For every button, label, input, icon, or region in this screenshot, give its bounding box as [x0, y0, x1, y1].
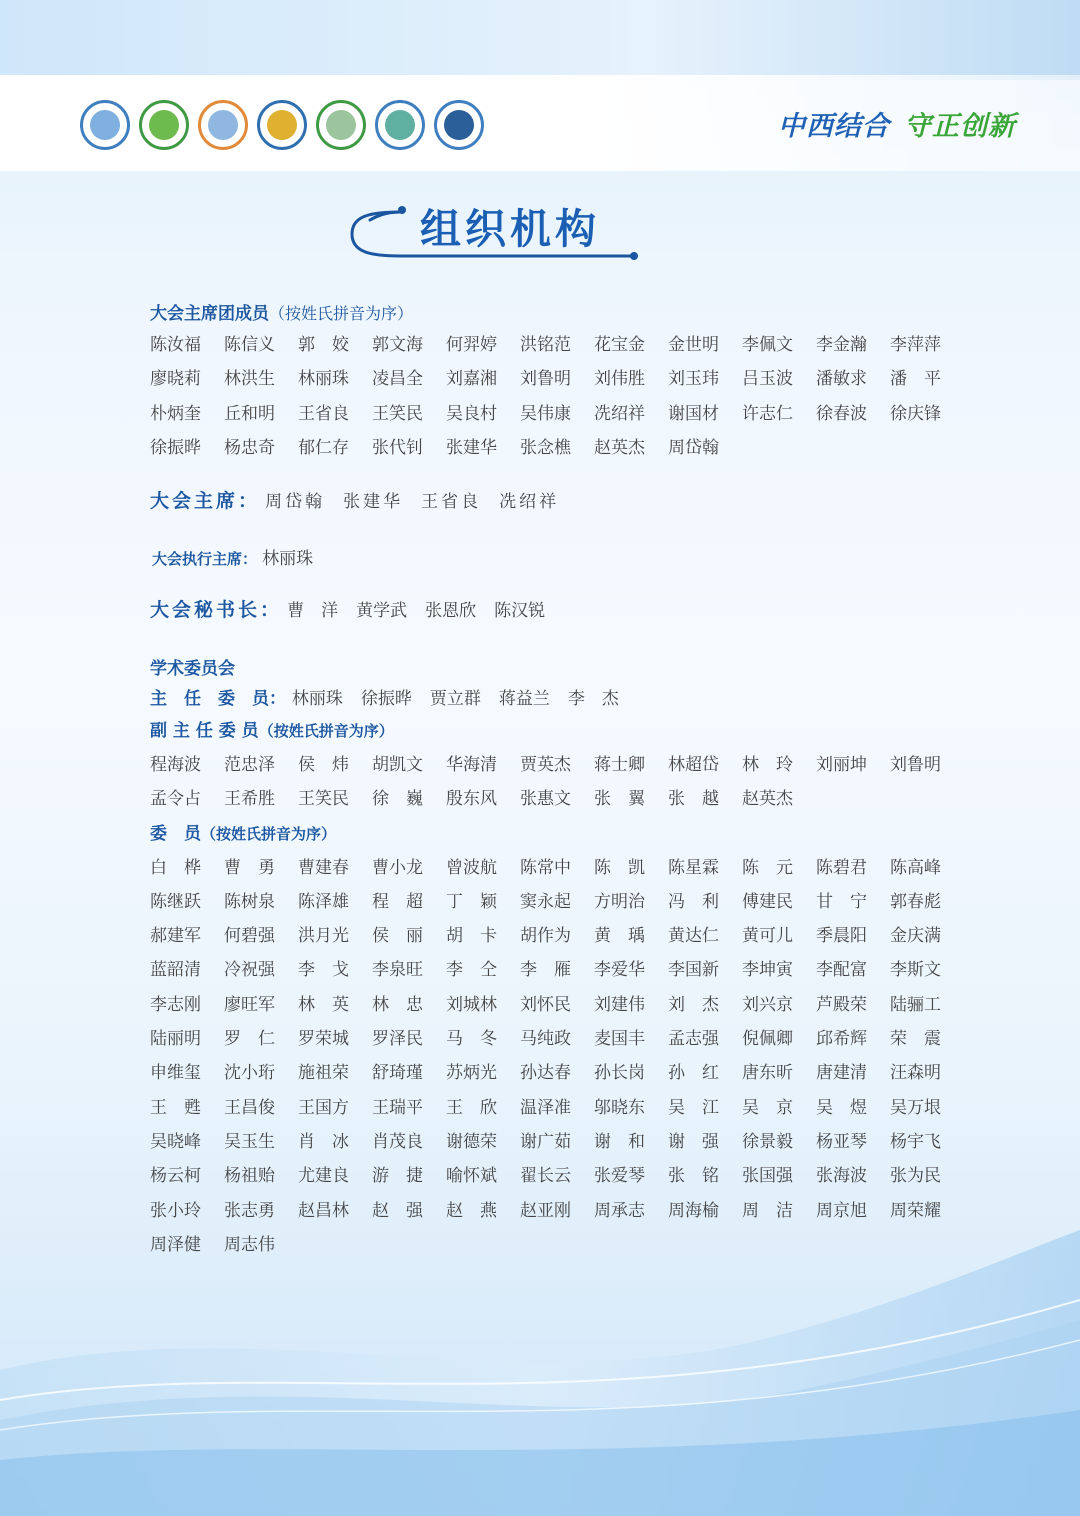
- name-item: 施祖荣: [298, 1063, 349, 1084]
- name-item: 吴玉生: [224, 1131, 275, 1152]
- name-item: 冯 利: [668, 891, 719, 912]
- name-item: 窦永起: [520, 891, 571, 912]
- name-item: 花宝金: [594, 335, 645, 355]
- name-item: 刘建伟: [594, 994, 645, 1015]
- slogan-part1: 中西结合: [778, 111, 890, 142]
- name-item: 张小玲: [150, 1200, 201, 1221]
- name-item: 方明治: [594, 891, 645, 912]
- top-background: [0, 0, 1080, 80]
- name-item: 曹建春: [298, 857, 349, 878]
- name-item: 温泽准: [520, 1097, 571, 1118]
- name-item: 荣 震: [890, 1029, 941, 1050]
- name-item: 郭春彪: [890, 891, 941, 912]
- name-item: 林超岱: [668, 755, 719, 775]
- name-item: 张念樵: [520, 437, 571, 458]
- name-item: 潘敏求: [816, 369, 867, 390]
- name-item: 洪月光: [298, 926, 349, 947]
- name-item: 尤建良: [298, 1166, 349, 1187]
- name-item: 李爱华: [594, 960, 645, 981]
- name-item: 陈碧君: [816, 857, 867, 878]
- logo-row: [80, 100, 484, 150]
- name-item: 刘城林: [446, 994, 497, 1015]
- name-item: 林丽珠: [298, 369, 349, 390]
- slogan-part2: 守正创新: [904, 111, 1016, 142]
- name-item: 周泽健: [150, 1234, 201, 1255]
- name-item: 黄 瑀: [594, 926, 645, 947]
- name-item: 王笑民: [372, 403, 423, 424]
- name-item: 李国新: [668, 960, 719, 981]
- name-item: 吴 京: [742, 1097, 793, 1118]
- name-item: 郝建军: [150, 926, 201, 947]
- name-item: 陆骊工: [890, 994, 941, 1015]
- name-item: 周岱翰: [265, 492, 326, 512]
- name-item: 刘嘉湘: [446, 369, 497, 390]
- name-item: 刘丽坤: [816, 755, 867, 775]
- chair-name-list: [265, 492, 577, 512]
- name-item: 赵 燕: [446, 1200, 497, 1221]
- name-item: 季晨阳: [816, 926, 867, 947]
- name-item: 孙达春: [520, 1063, 571, 1084]
- presidium-heading: [150, 300, 970, 328]
- name-item: 林 英: [298, 994, 349, 1015]
- name-item: 李萍萍: [890, 335, 941, 355]
- name-item: 程 超: [372, 891, 423, 912]
- name-item: 丘和明: [224, 403, 275, 424]
- name-item: 周荣耀: [890, 1200, 941, 1221]
- name-item: 谢国材: [668, 403, 719, 424]
- director-label: 主 任 委 员：: [150, 689, 286, 709]
- name-item: 黄达仁: [668, 926, 719, 947]
- name-item: 陈信义: [224, 335, 275, 355]
- name-item: 吴晓峰: [150, 1131, 201, 1152]
- name-item: 张国强: [742, 1166, 793, 1187]
- name-item: 马 冬: [446, 1029, 497, 1050]
- name-item: 谢 强: [668, 1131, 719, 1152]
- vice-director-heading: [150, 714, 970, 748]
- secretary-section: [150, 595, 563, 622]
- name-item: 孙长岗: [594, 1063, 645, 1084]
- name-item: 张建华: [343, 492, 404, 512]
- name-item: 殷东风: [446, 789, 497, 810]
- name-item: 陈 凯: [594, 857, 645, 878]
- name-item: 徐景毅: [742, 1131, 793, 1152]
- name-item: 凌昌全: [372, 369, 423, 390]
- name-item: 周海榆: [668, 1200, 719, 1221]
- name-item: 曹小龙: [372, 857, 423, 878]
- name-item: 吴 江: [668, 1097, 719, 1118]
- name-item: 麦国丰: [594, 1029, 645, 1050]
- name-item: 张海波: [816, 1166, 867, 1187]
- name-item: 徐春波: [816, 403, 867, 424]
- name-item: 陈泽雄: [298, 891, 349, 912]
- name-item: 孟志强: [668, 1029, 719, 1050]
- name-item: 朴炳奎: [150, 403, 201, 424]
- name-item: 冷祝强: [224, 960, 275, 981]
- name-item: 刘玉玮: [668, 369, 719, 390]
- name-item: 芦殿荣: [816, 994, 867, 1015]
- name-item: 金世明: [668, 335, 719, 355]
- name-item: 张 越: [668, 789, 719, 810]
- name-item: 郭 姣: [298, 335, 349, 355]
- name-item: 邱希辉: [816, 1029, 867, 1050]
- name-item: 王昌俊: [224, 1097, 275, 1118]
- name-item: 李 仝: [446, 960, 497, 981]
- presidium-name-list: [150, 328, 970, 465]
- name-item: 倪佩卿: [742, 1029, 793, 1050]
- logo-1: [80, 100, 130, 150]
- name-item: 林丽珠: [262, 549, 314, 569]
- name-item: 刘怀民: [520, 994, 571, 1015]
- name-item: 罗荣城: [298, 1029, 349, 1050]
- name-item: 徐庆锋: [890, 403, 941, 424]
- name-item: 张爱琴: [594, 1166, 645, 1187]
- name-item: 唐东昕: [742, 1063, 793, 1084]
- name-item: 王瑞平: [372, 1097, 423, 1118]
- name-item: 赵 强: [372, 1200, 423, 1221]
- name-item: 郁仁存: [298, 437, 349, 458]
- vice-director-name-list: [150, 748, 970, 817]
- name-item: 陈 元: [742, 857, 793, 878]
- name-item: 吴 煜: [816, 1097, 867, 1118]
- name-item: 蓝韶清: [150, 960, 201, 981]
- name-item: 罗泽民: [372, 1029, 423, 1050]
- name-item: 王省良: [298, 403, 349, 424]
- name-item: 罗 仁: [224, 1029, 275, 1050]
- name-item: 吴伟康: [520, 403, 571, 424]
- director-name-list: [292, 689, 637, 709]
- member-note: （按姓氏拼音为序）: [201, 824, 337, 843]
- name-item: 王 甦: [150, 1097, 201, 1118]
- name-item: 李佩文: [742, 335, 793, 355]
- name-item: 舒琦瑾: [372, 1063, 423, 1084]
- name-item: 陈高峰: [890, 857, 941, 878]
- name-item: 谢 和: [594, 1131, 645, 1152]
- logo-5: [316, 100, 366, 150]
- name-item: 蒋益兰: [498, 689, 550, 709]
- name-item: 李 杰: [567, 689, 619, 709]
- name-item: 周京旭: [816, 1200, 867, 1221]
- name-item: 何羿婷: [446, 335, 497, 355]
- name-item: 华海清: [446, 755, 497, 775]
- name-item: 孙 红: [668, 1063, 719, 1084]
- name-item: 张 翼: [594, 789, 645, 810]
- name-item: 李配富: [816, 960, 867, 981]
- presidium-label: 大会主席团成员: [150, 304, 269, 324]
- name-item: 王省良: [421, 492, 482, 512]
- logo-3: [198, 100, 248, 150]
- name-item: 肖 冰: [298, 1131, 349, 1152]
- logo-2: [139, 100, 189, 150]
- name-item: 林丽珠: [291, 689, 343, 709]
- name-item: 王 欣: [446, 1097, 497, 1118]
- name-item: 范忠泽: [224, 755, 275, 775]
- logo-4: [257, 100, 307, 150]
- bottom-wave-decoration: [0, 1140, 1080, 1516]
- name-item: 陆丽明: [150, 1029, 201, 1050]
- name-item: 曹 洋: [287, 601, 339, 621]
- name-item: 林 玲: [742, 755, 793, 775]
- name-item: 黄学武: [356, 601, 408, 621]
- vice-director-note: （按姓氏拼音为序）: [258, 722, 394, 740]
- name-item: 冼绍祥: [594, 403, 645, 424]
- name-item: 赵英杰: [594, 437, 645, 458]
- secretary-label: 大会秘书长：: [150, 599, 283, 621]
- name-item: 何碧强: [224, 926, 275, 947]
- name-item: 刘兴京: [742, 994, 793, 1015]
- name-item: 杨祖贻: [224, 1166, 275, 1187]
- chair-section: [150, 486, 577, 513]
- secretary-name-list: [287, 601, 563, 621]
- name-item: 谢德荣: [446, 1131, 497, 1152]
- academic-heading: 学术委员会: [150, 659, 235, 679]
- name-item: 申维玺: [150, 1063, 201, 1084]
- name-item: 谢广茹: [520, 1131, 571, 1152]
- name-item: 杨亚琴: [816, 1131, 867, 1152]
- name-item: 李斯文: [890, 960, 941, 981]
- name-item: 胡 卡: [446, 926, 497, 947]
- presidium-section: [150, 300, 970, 465]
- name-item: 陈汝福: [150, 335, 201, 355]
- name-item: 杨云柯: [150, 1166, 201, 1187]
- name-item: 周志伟: [224, 1234, 275, 1255]
- name-item: 汪森明: [890, 1063, 941, 1084]
- name-item: 曾波航: [446, 857, 497, 878]
- name-item: 陈常中: [520, 857, 571, 878]
- name-item: 喻怀斌: [446, 1166, 497, 1187]
- logo-7: [434, 100, 484, 150]
- name-item: 胡作为: [520, 926, 571, 947]
- name-item: 周岱翰: [668, 437, 719, 458]
- name-item: 王笑民: [298, 789, 349, 810]
- name-item: 胡凯文: [372, 755, 423, 775]
- name-item: 刘 杰: [668, 994, 719, 1015]
- name-item: 陈星霖: [668, 857, 719, 878]
- name-item: 赵昌林: [298, 1200, 349, 1221]
- exec-chair-section: [152, 544, 331, 569]
- name-item: 张为民: [890, 1166, 941, 1187]
- name-item: 林洪生: [224, 369, 275, 390]
- name-item: 周 洁: [742, 1200, 793, 1221]
- name-item: 傅建民: [742, 891, 793, 912]
- chair-label: 大会主席：: [150, 490, 261, 512]
- name-item: 张志勇: [224, 1200, 275, 1221]
- name-item: 张代钊: [372, 437, 423, 458]
- name-item: 黄可儿: [742, 926, 793, 947]
- name-item: 许志仁: [742, 403, 793, 424]
- name-item: 邬晓东: [594, 1097, 645, 1118]
- name-item: 孟令占: [150, 789, 201, 810]
- name-item: 张惠文: [520, 789, 571, 810]
- name-item: 白 桦: [150, 857, 201, 878]
- name-item: 侯 丽: [372, 926, 423, 947]
- name-item: 贾立群: [429, 689, 481, 709]
- name-item: 周承志: [594, 1200, 645, 1221]
- name-item: 陈继跃: [150, 891, 201, 912]
- name-item: 沈小珩: [224, 1063, 275, 1084]
- name-item: 张建华: [446, 437, 497, 458]
- page-title: 组织机构: [420, 205, 600, 253]
- name-item: 徐振晔: [360, 689, 412, 709]
- slogan: [778, 104, 1016, 143]
- name-item: 贾英杰: [520, 755, 571, 775]
- name-item: 徐振晔: [150, 437, 201, 458]
- member-heading: [150, 817, 970, 851]
- name-item: 杨宇飞: [890, 1131, 941, 1152]
- name-item: 李 雁: [520, 960, 571, 981]
- name-item: 张 铭: [668, 1166, 719, 1187]
- name-item: 金庆满: [890, 926, 941, 947]
- name-item: 王希胜: [224, 789, 275, 810]
- name-item: 苏炳光: [446, 1063, 497, 1084]
- exec-chair-name-list: [262, 549, 331, 569]
- name-item: 刘鲁明: [890, 755, 941, 775]
- name-item: 洪铭范: [520, 335, 571, 355]
- exec-chair-label: 大会执行主席：: [152, 550, 258, 568]
- name-item: 杨忠奇: [224, 437, 275, 458]
- name-item: 廖晓莉: [150, 369, 201, 390]
- name-item: 马纯政: [520, 1029, 571, 1050]
- name-item: 吴万垠: [890, 1097, 941, 1118]
- name-item: 李 戈: [298, 960, 349, 981]
- name-item: 李金瀚: [816, 335, 867, 355]
- name-item: 翟长云: [520, 1166, 571, 1187]
- name-item: 曹 勇: [224, 857, 275, 878]
- name-item: 唐建清: [816, 1063, 867, 1084]
- name-item: 李泉旺: [372, 960, 423, 981]
- name-item: 刘伟胜: [594, 369, 645, 390]
- name-item: 陈树泉: [224, 891, 275, 912]
- name-item: 蒋士卿: [594, 755, 645, 775]
- name-item: 郭文海: [372, 335, 423, 355]
- logo-6: [375, 100, 425, 150]
- name-item: 潘 平: [890, 369, 941, 390]
- name-item: 侯 炜: [298, 755, 349, 775]
- member-label: 委 员: [150, 823, 201, 844]
- name-item: 徐 巍: [372, 789, 423, 810]
- name-item: 赵英杰: [742, 789, 793, 810]
- name-item: 游 捷: [372, 1166, 423, 1187]
- name-item: 刘鲁明: [520, 369, 571, 390]
- name-item: 冼绍祥: [499, 492, 560, 512]
- name-item: 王国方: [298, 1097, 349, 1118]
- name-item: 赵亚刚: [520, 1200, 571, 1221]
- name-item: 丁 颖: [446, 891, 497, 912]
- name-item: 廖旺军: [224, 994, 275, 1015]
- name-item: 甘 宁: [816, 891, 867, 912]
- name-item: 陈汉锐: [494, 601, 546, 621]
- name-item: 程海波: [150, 755, 201, 775]
- name-item: 吴良村: [446, 403, 497, 424]
- name-item: 林 忠: [372, 994, 423, 1015]
- presidium-note: （按姓氏拼音为序）: [269, 304, 414, 323]
- director-row: [150, 684, 970, 714]
- name-item: 李志刚: [150, 994, 201, 1015]
- name-item: 张恩欣: [425, 601, 477, 621]
- name-item: 肖茂良: [372, 1131, 423, 1152]
- vice-director-label: 副 主 任 委 员: [150, 721, 259, 741]
- name-item: 李坤寅: [742, 960, 793, 981]
- name-item: 吕玉波: [742, 369, 793, 390]
